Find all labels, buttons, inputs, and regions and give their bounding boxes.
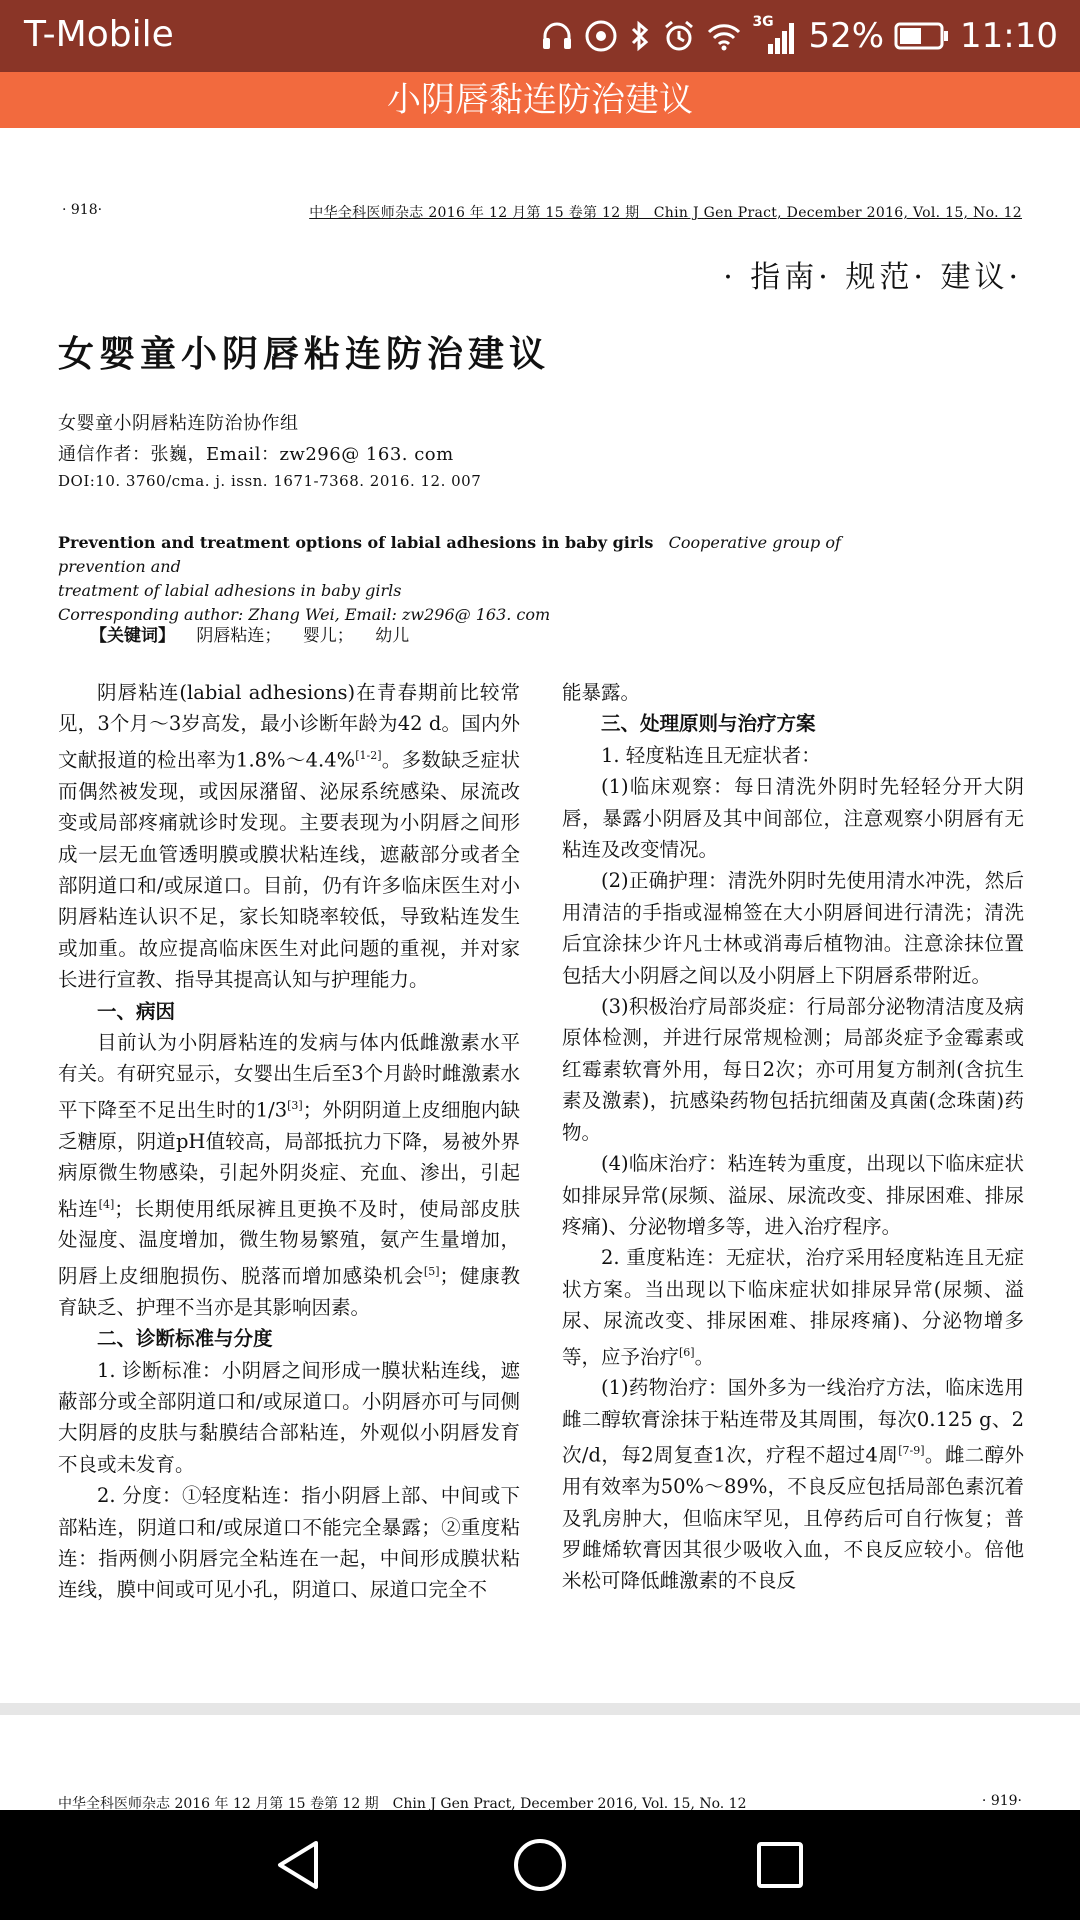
- english-corresponding: Corresponding author: Zhang Wei, Email: zw296@ 163. com: [58, 605, 551, 624]
- section-tag: · 指南· 规范· 建议·: [723, 260, 1022, 295]
- paragraph: 能暴露。: [562, 681, 641, 704]
- keyword: 婴儿；: [302, 626, 354, 646]
- paragraph: 1. 轻度粘连且无症状者：: [601, 743, 821, 767]
- body-column-left: [58, 677, 520, 1606]
- article-title: 女婴童小阴唇粘连防治建议: [58, 334, 551, 375]
- page-number: · 918·: [62, 202, 103, 218]
- paragraph: (2)正确护理：清洗外阴时先使用清水冲洗，然后用清洁的手指或湿棉签在大小阴唇间进行清洗；清洗后宜涂抹少许凡士林或消毒后植物油。注意涂抹位置包括大小阴唇之间以及小阴唇上下阴唇系带附近。: [562, 869, 1024, 987]
- back-icon[interactable]: [270, 1835, 330, 1895]
- author-group: 女婴童小阴唇粘连防治协作组: [58, 413, 299, 434]
- paragraph: 2. 重度粘连：无症状，治疗采用轻度粘连且无症状方案。当出现以下临床症状如排尿异常(尿频、溢尿、尿流改变、排尿困难、排尿疼痛)、分泌物增多等，应予治疗[6]。: [562, 1246, 1024, 1369]
- headset-icon: [540, 19, 574, 53]
- corresponding-author: 通信作者：张巍，Email：zw296@ 163. com: [58, 444, 454, 465]
- paragraph: 阴唇粘连(labial adhesions)在青春期前比较常见，3个月～3岁高发，最小诊断年龄为42 d。国内外文献报道的检出率为1.8%～4.4%[1-2]。多数缺乏症状而偶然被发现，或因尿潴留、泌尿系统感染、尿流改变或局部疼痛就诊时发现。主要表现为小阴唇之间形成一层无血管透明膜或膜状粘连线，遮蔽部分或者全部阴道口和/或尿道口。目前，仍有许多临床医生对小阴唇粘连认识不足，家长知晓率较低，导致粘连发生或加重。故应提高临床医生对此问题的重视，并对家长进行宣教、指导其提高认知与护理能力。: [58, 681, 520, 992]
- page-number: · 919·: [981, 1793, 1022, 1809]
- keywords: [90, 621, 409, 646]
- battery-icon: [894, 21, 950, 51]
- paragraph: (3)积极治疗局部炎症：行局部分泌物清洁度及病原体检测，并进行尿常规检测；局部炎症予金霉素或红霉素软膏外用，每日2次；亦可用复方制剂(含抗生素及激素)，抗感染药物包括抗细菌及真菌(念珠菌)药物。: [562, 995, 1024, 1144]
- section-heading: 二、诊断标准与分度: [97, 1327, 273, 1351]
- recents-icon[interactable]: [750, 1835, 810, 1895]
- english-group-line1: Cooperative group of prevention and: [58, 533, 841, 576]
- journal-header: 中华全科医师杂志 2016 年 12 月第 15 卷第 12 期 Chin J Gen Pract, December 2016, Vol. 15, No. 12: [58, 1796, 747, 1810]
- paragraph: (4)临床治疗：粘连转为重度，出现以下临床症状如排尿异常(尿频、溢尿、尿流改变、排尿困难、排尿疼痛)、分泌物增多等，进入治疗程序。: [562, 1152, 1024, 1238]
- keyword: 阴唇粘连；: [196, 626, 282, 646]
- paragraph: 2. 分度：①轻度粘连：指小阴唇上部、中间或下部粘连，阴道口和/或尿道口不能完全暴露；②重度粘连：指两侧小阴唇完全粘连在一起，中间形成膜状粘连线，膜中间或可见小孔，阴道口、尿道口完全不: [58, 1484, 520, 1602]
- navigation-bar: [0, 1810, 1080, 1920]
- status-icons: [540, 12, 1058, 60]
- english-abstract-header: [58, 531, 878, 627]
- keyword: 幼儿: [375, 626, 410, 646]
- signal-icon: [752, 16, 798, 56]
- app-title-bar: [0, 72, 1080, 128]
- english-group-line2: treatment of labial adhesions in baby girls: [58, 581, 402, 600]
- battery-percent: 52%: [808, 16, 885, 56]
- alarm-icon: [662, 19, 696, 53]
- hd-call-icon: [584, 19, 618, 53]
- status-bar: [0, 0, 1080, 72]
- keywords-label: 【关键词】: [90, 626, 175, 646]
- paragraph: (1)药物治疗：国外多为一线治疗方法，临床选用雌二醇软膏涂抹于粘连带及其周围，每次0.125 g、2次/d，每2周复查1次，疗程不超过4周[7-9]。雌二醇外用有效率为50%～89%，不良反应包括局部色素沉着及乳房肿大，但临床罕见，且停药后可自行恢复；普罗雌烯软膏因其很少吸收入血，不良反应较小。倍他米松可降低雌激素的不良反: [562, 1376, 1024, 1593]
- pdf-page[interactable]: [0, 128, 1080, 1703]
- carrier-name: T-Mobile: [24, 14, 174, 55]
- cell-signal: [752, 16, 798, 56]
- journal-header: 中华全科医师杂志 2016 年 12 月第 15 卷第 12 期 Chin J Gen Pract, December 2016, Vol. 15, No. 12: [309, 205, 1022, 221]
- paragraph: 目前认为小阴唇粘连的发病与体内低雌激素水平有关。有研究显示，女婴出生后至3个月龄时雌激素水平下降至不足出生时的1/3[3]；外阴阴道上皮细胞内缺乏糖原，阴道pH值较高，局部抵抗力下降，易被外界病原微生物感染，引起外阴炎症、充血、渗出，引起粘连[4]；长期使用纸尿裤且更换不及时，使局部皮肤处湿度、温度增加，微生物易繁殖，氨产生量增加，阴唇上皮细胞损伤、脱落而增加感染机会[5]；健康教育缺乏、护理不当亦是其影响因素。: [58, 1030, 520, 1319]
- body-column-right: [562, 677, 1024, 1597]
- document-title: 小阴唇黏连防治建议: [387, 80, 693, 120]
- doi: DOI:10. 3760/cma. j. issn. 1671-7368. 2016. 12. 007: [58, 472, 482, 490]
- section-heading: 一、病因: [97, 999, 176, 1023]
- home-icon[interactable]: [510, 1835, 570, 1895]
- bluetooth-icon: [628, 19, 652, 53]
- clock: 11:10: [960, 16, 1058, 56]
- paragraph: 1. 诊断标准：小阴唇之间形成一膜状粘连线，遮蔽部分或全部阴道口和/或尿道口。小阴唇亦可与同侧大阴唇的皮肤与黏膜结合部粘连，外观似小阴唇发育不良或未发育。: [58, 1358, 520, 1476]
- section-heading: 三、处理原则与治疗方案: [601, 712, 816, 736]
- english-title: Prevention and treatment options of labial adhesions in baby girls: [58, 533, 654, 552]
- paragraph: (1)临床观察：每日清洗外阴时先轻轻分开大阴唇，暴露小阴唇及其中间部位，注意观察小阴唇有无粘连及改变情况。: [562, 775, 1024, 862]
- network-type: 3G: [752, 14, 774, 30]
- pdf-page-next[interactable]: [0, 1715, 1080, 1810]
- page-separator: [0, 1703, 1080, 1715]
- wifi-icon: [706, 19, 742, 53]
